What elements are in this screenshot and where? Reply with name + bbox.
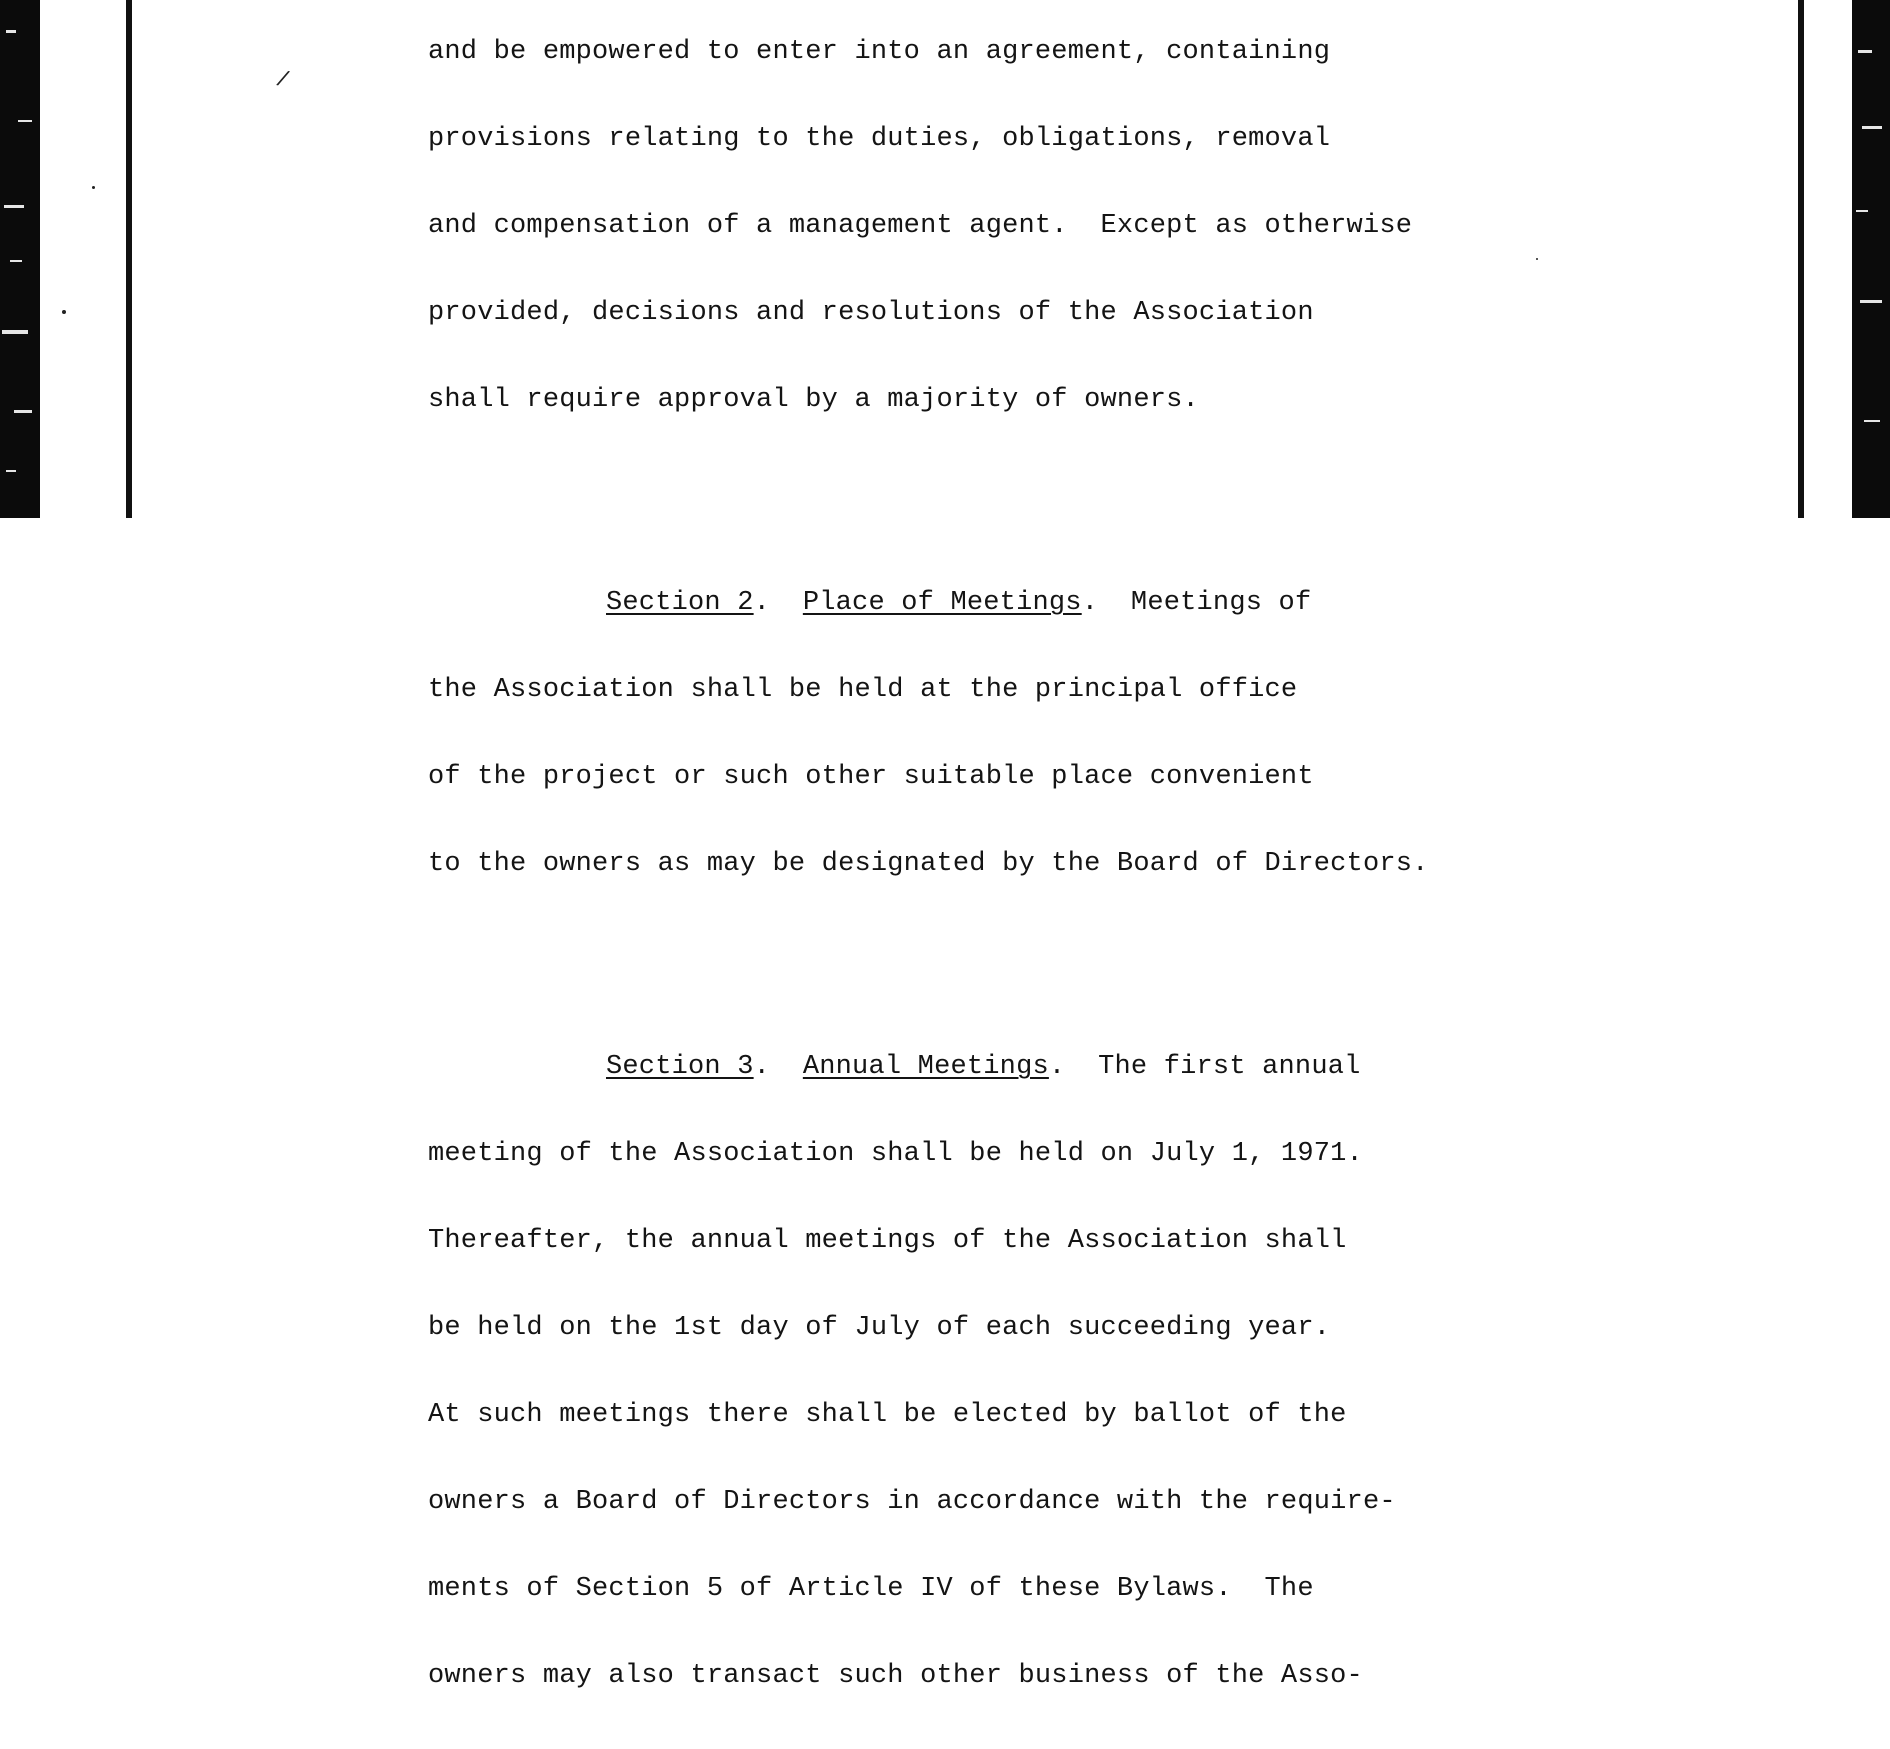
section-3-heading-line: Section 3. Annual Meetings. The first annual: [606, 1052, 1361, 1082]
paragraph-gap: [428, 937, 1429, 966]
text-line: the Association shall be held at the principal office: [428, 675, 1298, 705]
section-2-heading-line: Section 2. Place of Meetings. Meetings of: [606, 588, 1312, 618]
text-line: provided, decisions and resolutions of the Association: [428, 298, 1314, 328]
edge-noise: [1856, 210, 1868, 212]
text-line: be held on the 1st day of July of each succeeding year.: [428, 1313, 1331, 1343]
scan-edge-right: [1852, 0, 1890, 518]
edge-noise: [1862, 126, 1882, 129]
text-line: Thereafter, the annual meetings of the Association shall: [428, 1226, 1347, 1256]
scan-edge-left: [0, 0, 40, 518]
text-line: shall require approval by a majority of owners.: [428, 385, 1199, 415]
document-body: [428, 0, 1429, 1749]
section-3-title: Annual Meetings: [802, 1052, 1049, 1082]
text-line: ments of Section 5 of Article IV of these Bylaws. The: [428, 1574, 1314, 1604]
edge-noise: [1864, 420, 1880, 422]
edge-noise: [4, 205, 24, 208]
section-3-number: Section 3: [606, 1052, 754, 1082]
edge-noise: [1858, 50, 1872, 53]
edge-noise: [1860, 300, 1882, 303]
text-line: At such meetings there shall be elected by ballot of the: [428, 1400, 1347, 1430]
edge-noise: [14, 410, 32, 413]
edge-noise: [6, 30, 16, 33]
paragraph-gap: [428, 473, 1429, 502]
edge-noise: [2, 330, 28, 334]
edge-noise: [18, 120, 32, 122]
section-2-lead-text: Meetings of: [1098, 588, 1312, 618]
edge-noise: [6, 470, 16, 472]
scan-speck: [1536, 258, 1538, 260]
margin-mark: /: [273, 66, 292, 95]
scan-speck: [62, 310, 66, 314]
text-line: provisions relating to the duties, obligations, removal: [428, 124, 1331, 154]
text-line: and compensation of a management agent. Except as otherwise: [428, 211, 1413, 241]
text-line: of the project or such other suitable place convenient: [428, 762, 1314, 792]
text-line: and be empowered to enter into an agreement, containing: [428, 37, 1331, 67]
section-2-number: Section 2: [606, 588, 754, 618]
page-border-left: [126, 0, 132, 518]
text-line: owners may also transact such other business of the Asso-: [428, 1661, 1363, 1691]
section-3-lead-text: The first annual: [1065, 1052, 1361, 1082]
section-2-title: Place of Meetings: [802, 588, 1082, 618]
scan-speck: [92, 186, 95, 189]
text-line: to the owners as may be designated by the Board of Directors.: [428, 849, 1429, 879]
text-line: meeting of the Association shall be held on July 1, 1971.: [428, 1139, 1363, 1169]
page-border-right: [1798, 0, 1804, 518]
edge-noise: [10, 260, 22, 262]
text-line: owners a Board of Directors in accordance with the require-: [428, 1487, 1396, 1517]
